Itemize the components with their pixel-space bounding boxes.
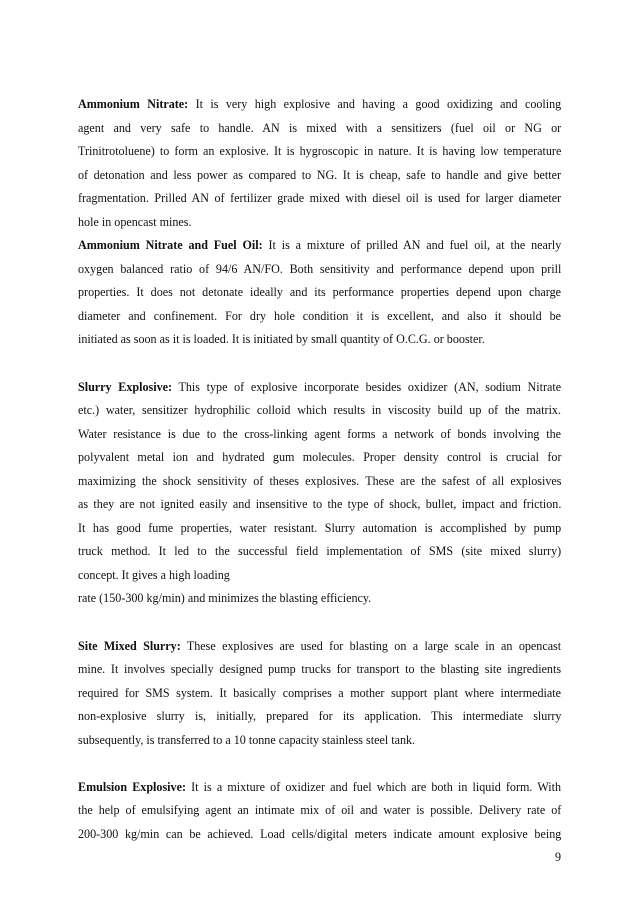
paragraph-gap xyxy=(78,752,561,776)
paragraph-ammonium-nitrate xyxy=(78,93,561,234)
paragraph-heading: Emulsion Explosive: xyxy=(78,779,186,794)
paragraph-heading: Site Mixed Slurry: xyxy=(78,638,181,653)
page-number: 9 xyxy=(554,850,561,864)
text-line: initiated as soon as it is loaded. It is initiated by small quantity of O.C.G. or booster. xyxy=(78,332,485,347)
paragraph-slurry-explosive xyxy=(78,376,561,611)
paragraph-anfo xyxy=(78,234,561,352)
text-line: Water resistance is due to the cross-linking agent forms a network of bonds involving the xyxy=(78,426,561,441)
text-line: etc.) water, sensitizer hydrophilic colloid which results in viscosity build up of the matrix. xyxy=(78,403,561,418)
text-line: truck method. It led to the successful field implementation of SMS (site mixed slurry) xyxy=(78,544,562,559)
text-line: required for SMS system. It basically comprises a mother support plant where intermediate xyxy=(78,685,561,700)
text-line: mine. It involves specially designed pump trucks for transport to the blasting site ingredients xyxy=(78,662,562,677)
text-line: maximizing the shock sensitivity of theses explosives. These are the safest of all explosives xyxy=(78,473,562,488)
text-line: subsequently, is transferred to a 10 tonne capacity stainless steel tank. xyxy=(78,732,416,747)
text-line: Trinitrotoluene) to form an explosive. It is hygroscopic in nature. It is having low temperature xyxy=(78,144,562,159)
paragraph-emulsion-explosive xyxy=(78,776,561,847)
text-line: of detonation and less power as compared to NG. It is cheap, safe to handle and give better xyxy=(78,167,561,182)
text-line: fragmentation. Prilled AN of fertilizer grade mixed with diesel oil is used for larger diameter xyxy=(78,191,562,206)
paragraph-heading: Ammonium Nitrate and Fuel Oil: xyxy=(78,238,263,253)
text-line: rate (150-300 kg/min) and minimizes the blasting efficiency. xyxy=(78,591,372,606)
text-line: Slurry Explosive: This type of explosive incorporate besides oxidizer (AN, sodium Nitrate xyxy=(78,379,562,394)
text-line: Site Mixed Slurry: These explosives are used for blasting on a large scale in an opencast xyxy=(78,638,562,653)
text-line: non-explosive slurry is, initially, prepared for its application. This intermediate slurry xyxy=(78,709,562,724)
text-line: hole in opencast mines. xyxy=(78,214,192,229)
text-line: 200-300 kg/min can be achieved. Load cells/digital meters indicate amount explosive being xyxy=(78,826,562,841)
body-text xyxy=(78,93,561,847)
text-line: polyvalent metal ion and hydrated gum molecules. Proper density control is crucial for xyxy=(78,450,562,465)
text-line: It has good fume properties, water resistant. Slurry automation is accomplished by pump xyxy=(78,520,562,535)
paragraph-gap xyxy=(78,611,561,635)
text-line: oxygen balanced ratio of 94/6 AN/FO. Both sensitivity and performance depend upon prill xyxy=(78,261,562,276)
text-line: agent and very safe to handle. AN is mixed with a sensitizers (fuel oil or NG or xyxy=(78,120,562,135)
text-line: properties. It does not detonate ideally and its performance properties depend upon charge xyxy=(78,285,562,300)
text-line: diameter and confinement. For dry hole condition it is excellent, and also it should be xyxy=(78,308,561,323)
text-line: Ammonium Nitrate and Fuel Oil: It is a mixture of prilled AN and fuel oil, at the nearly xyxy=(78,238,562,253)
text-line: Ammonium Nitrate: It is very high explosive and having a good oxidizing and cooling xyxy=(78,97,562,111)
paragraph-gap xyxy=(78,352,561,376)
text-line: as they are not ignited easily and insensitive to the type of shock, bullet, impact and friction. xyxy=(78,497,562,512)
paragraph-heading: Slurry Explosive: xyxy=(78,379,173,394)
text-line: Emulsion Explosive: It is a mixture of oxidizer and fuel which are both in liquid form. With xyxy=(78,779,562,794)
text-line: concept. It gives a high loading xyxy=(78,567,230,582)
text-line: the help of emulsifying agent an intimate mix of oil and water is possible. Delivery rate of xyxy=(78,803,562,818)
paragraph-site-mixed-slurry xyxy=(78,635,561,753)
paragraph-heading: Ammonium Nitrate: xyxy=(78,97,189,111)
